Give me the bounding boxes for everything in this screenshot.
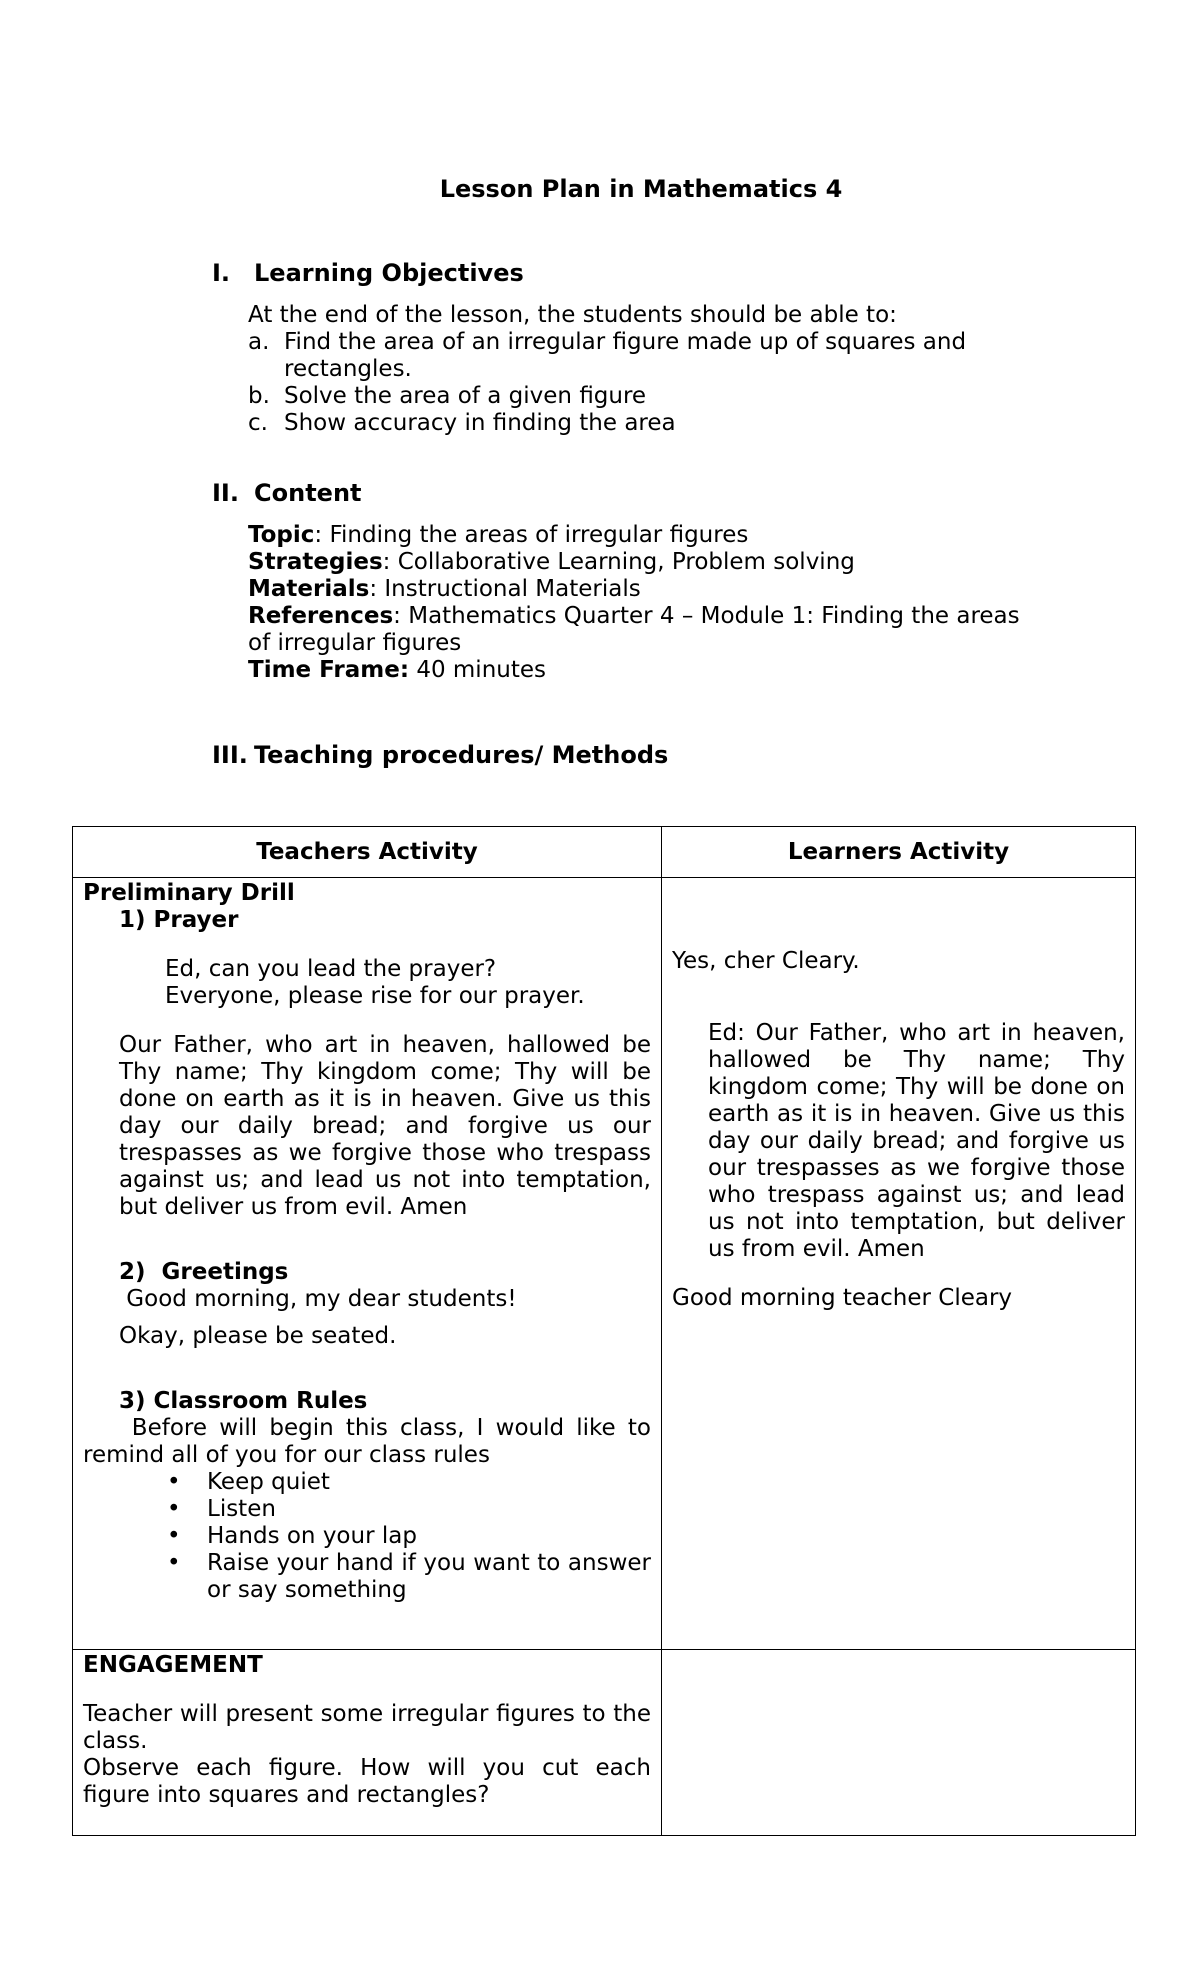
prayer-text: Our Father, who art in heaven, hallowed be Thy name; Thy kingdom come; Thy will be done on earth as it is in heaven. Give us this day our daily bread; and forgive us our trespasses as we forgive those who trespass against us; and lead us not into temptation, but deliver us from evil. Amen	[119, 1032, 651, 1221]
classroom-rules-heading: 3) Classroom Rules	[119, 1388, 368, 1415]
content-row-materials	[248, 576, 1048, 603]
objectives-block	[248, 302, 1018, 437]
engagement-line: Observe each figure. How will you cut each figure into squares and rectangles?	[83, 1754, 651, 1808]
content-label: Topic	[248, 522, 315, 548]
content-value: Mathematics Quarter 4 – Module 1: Finding the areas of irregular figures	[248, 603, 1020, 656]
teacher-preliminary-cell	[73, 878, 662, 1650]
learner-activity-header: Learners Activity	[662, 827, 1136, 878]
list-item	[248, 329, 1018, 383]
content-sep: :	[314, 522, 330, 548]
bullet-icon: •	[167, 1496, 181, 1523]
prayer-prompt-line: Everyone, please rise for our prayer.	[165, 983, 585, 1010]
rule-text: Keep quiet	[207, 1469, 330, 1496]
content-row-topic	[248, 522, 1048, 549]
engagement-heading: ENGAGEMENT	[83, 1651, 263, 1678]
procedures-heading	[212, 742, 668, 769]
content-sep: :	[369, 576, 385, 602]
objectives-list	[248, 329, 1018, 437]
content-row-strategies	[248, 549, 1048, 576]
list-item	[167, 1496, 651, 1523]
seated-line: Okay, please be seated.	[119, 1323, 397, 1350]
table-row	[73, 1649, 1136, 1835]
content-block	[248, 522, 1048, 684]
list-item	[167, 1469, 651, 1496]
content-title: Content	[254, 479, 362, 507]
objectives-intro: At the end of the lesson, the students should be able to:	[248, 302, 897, 328]
list-marker: c.	[248, 410, 268, 436]
rule-text: Raise your hand if you want to answer or say something	[207, 1550, 651, 1604]
table-header-row	[73, 827, 1136, 878]
content-label: Strategies	[248, 549, 383, 575]
list-item	[167, 1550, 651, 1604]
page-title: Lesson Plan in Mathematics 4	[439, 175, 843, 203]
content-value: 40 minutes	[416, 657, 547, 683]
bullet-icon: •	[167, 1469, 181, 1496]
rule-text: Listen	[207, 1496, 276, 1523]
bullet-icon: •	[167, 1523, 181, 1550]
learner-reply: Yes, cher Cleary.	[672, 948, 860, 975]
content-sep: :	[382, 549, 398, 575]
procedures-title: Teaching procedures/ Methods	[254, 741, 669, 769]
bullet-icon: •	[167, 1550, 181, 1577]
content-value: Instructional Materials	[384, 576, 641, 602]
rules-list	[83, 1469, 651, 1604]
learner-preliminary-cell	[662, 878, 1136, 1650]
content-sep: :	[393, 603, 409, 629]
content-numeral: II.	[212, 479, 239, 507]
list-item	[248, 410, 1018, 437]
content-value: Finding the areas of irregular figures	[329, 522, 749, 548]
content-value: Collaborative Learning, Problem solving	[397, 549, 855, 575]
learner-greeting: Good morning teacher Cleary	[672, 1285, 1013, 1312]
preliminary-drill-heading: Preliminary Drill	[83, 880, 295, 907]
greetings-heading: 2) Greetings	[119, 1259, 289, 1286]
list-item	[167, 1523, 651, 1550]
list-item	[248, 383, 1018, 410]
engagement-line: Teacher will present some irregular figures to the class.	[83, 1700, 651, 1754]
prayer-prompt-line: Ed, can you lead the prayer?	[165, 956, 497, 983]
objectives-heading	[212, 260, 524, 287]
content-row-references	[248, 603, 1048, 657]
list-text: Solve the area of a given figure	[284, 383, 647, 409]
prayer-heading: 1) Prayer	[119, 907, 239, 934]
content-label: Time Frame:	[248, 657, 410, 683]
procedures-numeral: III.	[212, 741, 248, 769]
teacher-activity-header: Teachers Activity	[73, 827, 662, 878]
activity-table	[72, 826, 1136, 1836]
list-text: Show accuracy in finding the area	[284, 410, 676, 436]
content-label: References	[248, 603, 394, 629]
list-text: Find the area of an irregular figure made up of squares and rectangles.	[284, 329, 967, 382]
learner-engagement-cell	[662, 1649, 1136, 1835]
content-heading	[212, 480, 362, 507]
objectives-numeral: I.	[212, 259, 231, 287]
list-marker: a.	[248, 329, 270, 355]
content-row-time-frame	[248, 657, 1048, 684]
rule-text: Hands on your lap	[207, 1523, 417, 1550]
greeting-line: Good morning, my dear students!	[119, 1286, 517, 1313]
list-marker: b.	[248, 383, 270, 409]
objectives-title: Learning Objectives	[254, 259, 524, 287]
teacher-engagement-cell	[73, 1649, 662, 1835]
classroom-rules-intro: Before will begin this class, I would like to remind all of you for our class rules	[83, 1415, 659, 1469]
content-label: Materials	[248, 576, 370, 602]
table-row	[73, 878, 1136, 1650]
learner-prayer-text: Ed: Our Father, who art in heaven, hallowed be Thy name; Thy kingdom come; Thy will be done on earth as it is in heaven. Give us this day our daily bread; and forgive us our trespasses as we forgive those who trespass against us; and lead us not into temptation, but deliver us from evil. Amen	[708, 1020, 1125, 1263]
